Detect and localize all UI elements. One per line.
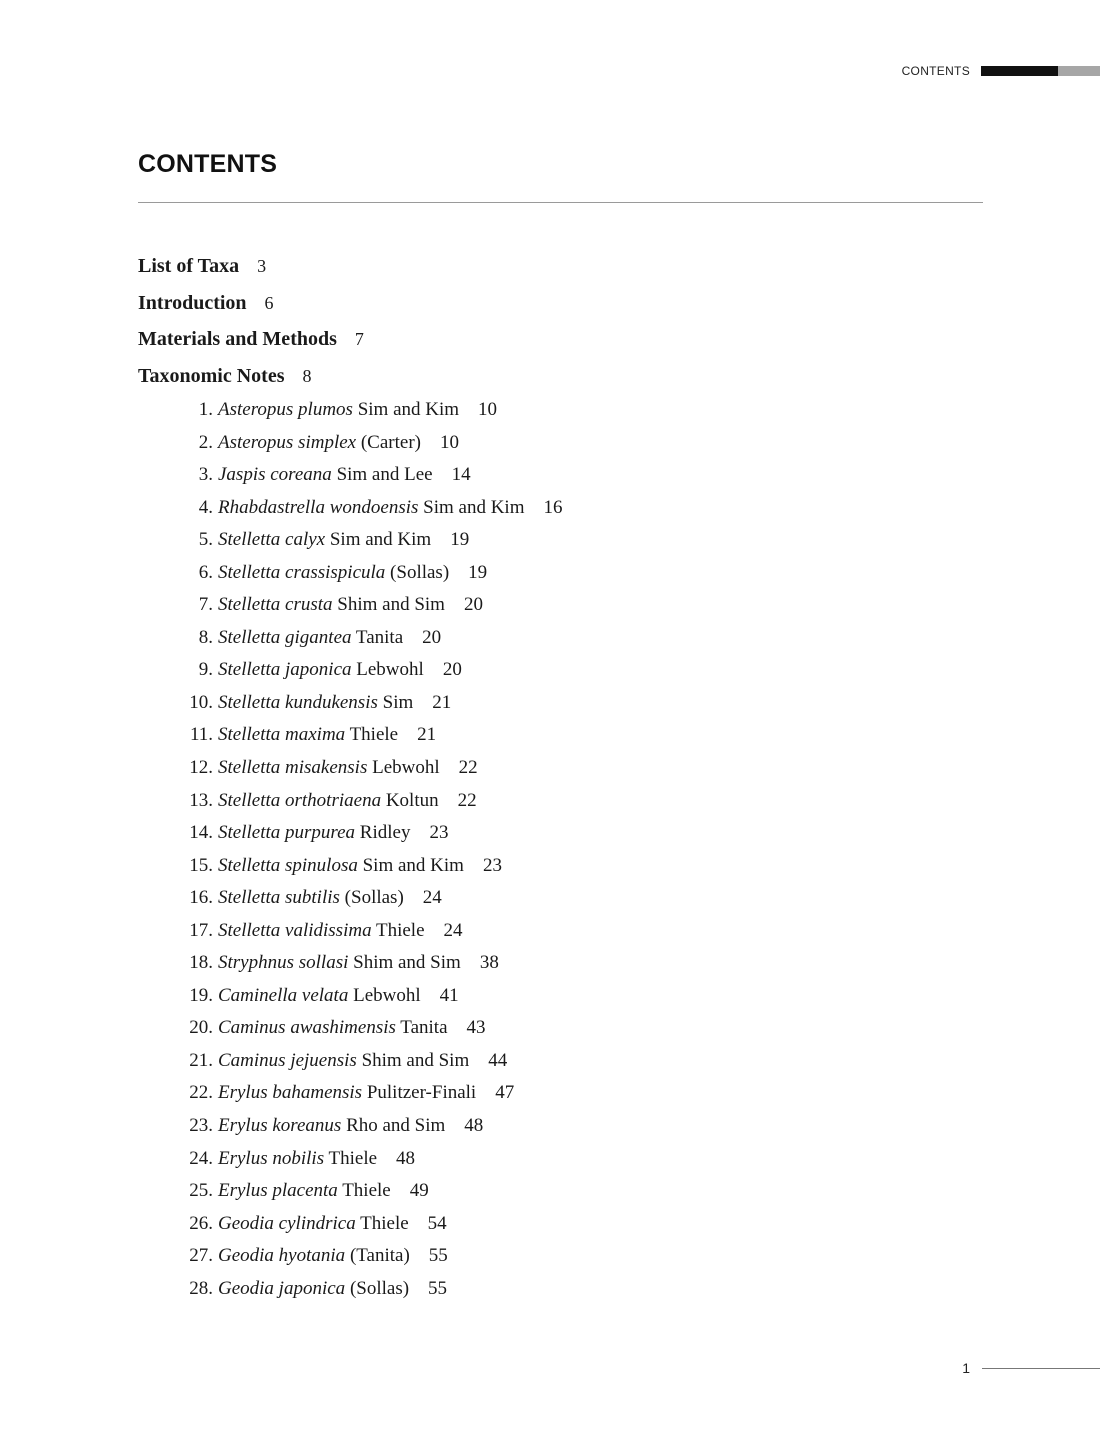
taxon-number: 27. — [189, 1245, 213, 1267]
taxon-entry[interactable] — [178, 623, 562, 656]
taxon-name: Asteropus simplex — [218, 431, 357, 453]
taxon-page: 49 — [409, 1180, 429, 1202]
toc-main-entry[interactable] — [138, 250, 364, 287]
taxon-author: (Sollas) — [385, 561, 450, 583]
taxon-author: (Sollas) — [339, 887, 404, 909]
page-number: 1 — [962, 1360, 970, 1376]
taxon-name: Jaspis coreana — [218, 464, 332, 486]
taxon-author: Thiele — [337, 1180, 391, 1202]
taxon-number: 4. — [198, 496, 213, 518]
taxon-number: 14. — [189, 822, 213, 844]
taxon-page: 41 — [439, 984, 459, 1006]
taxon-author: (Sollas) — [345, 1277, 410, 1299]
taxon-author: Pulitzer-Finali — [362, 1082, 477, 1104]
taxon-author: Thiele — [324, 1147, 378, 1169]
taxon-author: Thiele — [371, 919, 425, 941]
taxon-page: 22 — [458, 757, 478, 779]
taxon-page: 24 — [422, 887, 442, 909]
taxon-number: 18. — [189, 952, 213, 974]
taxon-number: 22. — [189, 1082, 213, 1104]
taxon-name: Erylus koreanus — [218, 1115, 342, 1137]
taxon-entry[interactable] — [178, 590, 562, 623]
taxon-number: 12. — [189, 757, 213, 779]
taxon-page: 55 — [428, 1277, 448, 1299]
taxon-entry[interactable] — [178, 493, 562, 526]
taxon-number: 17. — [189, 919, 213, 941]
taxon-number: 23. — [189, 1115, 213, 1137]
taxon-page: 20 — [422, 626, 442, 648]
taxon-number: 6. — [198, 561, 213, 583]
taxon-page: 22 — [457, 789, 477, 811]
taxon-name: Stelletta subtilis — [218, 887, 340, 909]
taxon-entry[interactable] — [178, 916, 562, 949]
taxon-author: Sim and Kim — [325, 529, 432, 551]
taxon-author: Rho and Sim — [341, 1115, 446, 1137]
toc-main-page: 7 — [354, 329, 364, 349]
taxon-name: Stelletta crassispicula — [218, 561, 386, 583]
taxon-name: Stelletta orthotriaena — [218, 789, 382, 811]
taxon-page: 21 — [417, 724, 437, 746]
taxon-page: 44 — [488, 1049, 508, 1071]
taxon-entry[interactable] — [178, 786, 562, 819]
toc-main-page: 6 — [264, 292, 274, 313]
taxon-number: 20. — [189, 1017, 213, 1039]
taxon-page: 55 — [428, 1245, 448, 1267]
header-bar-dark — [981, 66, 1058, 76]
toc-main-list — [138, 250, 364, 396]
taxon-author: Sim and Kim — [352, 399, 460, 420]
taxon-number: 26. — [189, 1212, 213, 1234]
taxon-author: Koltun — [381, 789, 439, 811]
taxon-name: Stryphnus sollasi — [218, 952, 349, 974]
taxa-list — [178, 395, 562, 1306]
taxon-name: Stelletta maxima — [218, 724, 346, 746]
taxon-name: Stelletta kundukensis — [218, 691, 378, 713]
taxon-number: 24. — [189, 1147, 213, 1169]
taxon-entry[interactable] — [178, 1274, 562, 1307]
taxon-entry[interactable] — [178, 460, 562, 493]
taxon-page: 38 — [479, 952, 499, 974]
taxon-entry[interactable] — [178, 1013, 562, 1046]
taxon-entry[interactable] — [178, 525, 562, 558]
taxon-page: 43 — [466, 1017, 486, 1039]
taxon-number: 28. — [189, 1277, 213, 1299]
taxon-entry[interactable] — [178, 655, 562, 688]
taxon-entry[interactable] — [178, 428, 562, 461]
taxon-name: Rhabdastrella wondoensis — [218, 496, 419, 518]
taxon-author: Lebwohl — [351, 659, 424, 681]
toc-main-title: Taxonomic Notes — [138, 364, 285, 387]
title-divider — [138, 202, 983, 203]
taxon-page: 23 — [429, 822, 449, 844]
taxon-number: 16. — [189, 887, 213, 909]
taxon-number: 8. — [198, 626, 213, 648]
taxon-author: (Carter) — [356, 431, 421, 453]
taxon-entry[interactable] — [178, 948, 562, 981]
taxon-number: 25. — [189, 1180, 213, 1202]
taxon-entry[interactable] — [178, 558, 562, 591]
taxon-entry[interactable] — [178, 1078, 562, 1111]
toc-main-entry[interactable] — [138, 360, 364, 397]
taxon-page: 20 — [442, 659, 462, 681]
taxon-number: 7. — [198, 594, 213, 616]
taxon-entry[interactable] — [178, 981, 562, 1014]
toc-main-entry[interactable] — [138, 323, 364, 360]
taxon-author: Shim and Sim — [356, 1049, 470, 1071]
toc-main-title: Introduction — [138, 291, 247, 314]
taxon-number: 3. — [198, 464, 213, 486]
toc-main-title: Materials and Methods — [138, 328, 337, 350]
taxon-name: Stelletta japonica — [218, 659, 352, 681]
taxon-name: Asteropus plumos — [218, 399, 353, 420]
taxon-page: 47 — [495, 1082, 515, 1104]
taxon-name: Caminus jejuensis — [218, 1049, 357, 1071]
taxon-author: Tanita — [395, 1017, 448, 1039]
taxon-number: 10. — [189, 691, 213, 713]
taxon-entry[interactable] — [178, 1144, 562, 1177]
taxon-page: 19 — [450, 529, 470, 551]
taxon-entry[interactable] — [178, 1209, 562, 1242]
taxon-number: 11. — [189, 724, 213, 746]
toc-main-page: 3 — [257, 256, 267, 276]
page-footer — [962, 1360, 1100, 1376]
taxon-author: Sim and Lee — [331, 464, 433, 486]
taxon-entry[interactable] — [178, 1046, 562, 1079]
taxon-name: Stelletta spinulosa — [218, 854, 358, 876]
taxon-author: Sim and Kim — [418, 496, 525, 518]
taxon-entry[interactable] — [178, 395, 562, 428]
taxon-author: (Tanita) — [345, 1245, 410, 1267]
taxon-number: 13. — [189, 789, 213, 811]
taxon-name: Erylus nobilis — [218, 1147, 325, 1169]
running-header-title: CONTENTS — [901, 64, 970, 78]
taxon-name: Erylus bahamensis — [218, 1082, 363, 1104]
taxon-name: Stelletta crusta — [218, 594, 333, 616]
toc-main-title: List of Taxa — [138, 255, 240, 277]
taxon-author: Thiele — [345, 724, 399, 746]
taxon-entry[interactable] — [178, 851, 562, 884]
taxon-page: 48 — [464, 1115, 484, 1137]
taxon-page: 10 — [478, 399, 498, 420]
taxon-name: Caminella velata — [218, 984, 349, 1006]
taxon-page: 16 — [543, 496, 563, 518]
taxon-name: Stelletta gigantea — [218, 626, 352, 648]
footer-rule — [982, 1368, 1100, 1369]
taxon-entry[interactable] — [178, 1111, 562, 1144]
taxon-author: Shim and Sim — [332, 594, 445, 616]
taxon-entry[interactable] — [178, 688, 562, 721]
toc-main-entry[interactable] — [138, 287, 364, 324]
taxon-author: Shim and Sim — [348, 952, 461, 974]
taxon-author: Ridley — [355, 822, 411, 844]
taxon-author: Sim and Kim — [357, 854, 464, 876]
taxon-name: Geodia japonica — [218, 1277, 346, 1299]
taxon-entry[interactable] — [178, 753, 562, 786]
taxon-number: 2. — [198, 431, 213, 453]
taxon-author: Thiele — [355, 1212, 409, 1234]
taxon-author: Lebwohl — [367, 757, 440, 779]
taxon-number: 5. — [198, 529, 213, 551]
taxon-page: 48 — [396, 1147, 416, 1169]
taxon-author: Sim — [377, 691, 414, 713]
taxon-author: Lebwohl — [348, 984, 421, 1006]
taxon-entry[interactable] — [178, 818, 562, 851]
taxon-entry[interactable] — [178, 1241, 562, 1274]
taxon-entry[interactable] — [178, 1176, 562, 1209]
taxon-page: 19 — [468, 561, 488, 583]
header-bar-grey — [1058, 66, 1100, 76]
taxon-number: 1. — [198, 399, 213, 420]
taxon-name: Erylus placenta — [218, 1180, 338, 1202]
page-title: CONTENTS — [138, 150, 278, 178]
taxon-page: 54 — [427, 1212, 447, 1234]
toc-main-page: 8 — [302, 365, 312, 386]
taxon-page: 10 — [439, 431, 459, 453]
taxon-page: 14 — [451, 464, 471, 486]
taxon-author: Tanita — [351, 626, 404, 648]
taxon-page: 20 — [463, 594, 483, 616]
taxon-page: 21 — [432, 691, 452, 713]
taxon-number: 15. — [189, 854, 213, 876]
taxon-entry[interactable] — [178, 720, 562, 753]
taxon-name: Stelletta validissima — [218, 919, 372, 941]
taxon-name: Caminus awashimensis — [218, 1017, 396, 1039]
taxon-name: Stelletta calyx — [218, 529, 326, 551]
taxon-name: Geodia hyotania — [218, 1245, 346, 1267]
running-header — [902, 64, 1100, 78]
taxon-page: 24 — [443, 919, 463, 941]
taxon-name: Stelletta purpurea — [218, 822, 356, 844]
taxon-number: 9. — [198, 659, 213, 681]
taxon-number: 21. — [189, 1049, 213, 1071]
taxon-name: Geodia cylindrica — [218, 1212, 356, 1234]
taxon-page: 23 — [482, 854, 502, 876]
taxon-name: Stelletta misakensis — [218, 757, 368, 779]
taxon-entry[interactable] — [178, 883, 562, 916]
taxon-number: 19. — [189, 984, 213, 1006]
